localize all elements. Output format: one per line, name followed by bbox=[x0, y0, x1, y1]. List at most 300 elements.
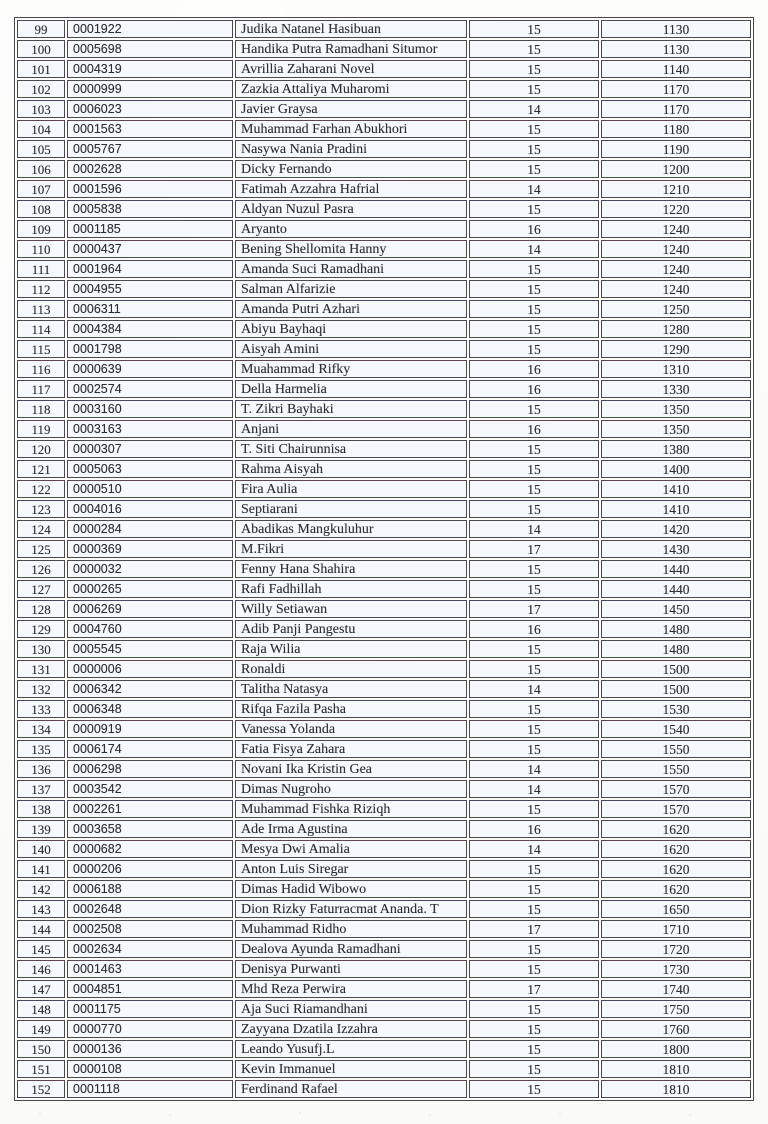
table-row bbox=[17, 660, 751, 678]
row-number-cell: 133 bbox=[17, 700, 65, 718]
row-number-cell: 135 bbox=[17, 740, 65, 758]
table-row bbox=[17, 540, 751, 558]
name-cell: Aja Suci Riamandhani bbox=[235, 1000, 467, 1018]
table-row bbox=[17, 280, 751, 298]
table-row bbox=[17, 820, 751, 838]
student-id-cell: 0004016 bbox=[67, 500, 233, 518]
value-cell: 1740 bbox=[601, 980, 751, 998]
score-cell: 17 bbox=[469, 980, 599, 998]
score-cell: 15 bbox=[469, 340, 599, 358]
student-id-cell: 0000639 bbox=[67, 360, 233, 378]
name-cell: Dealova Ayunda Ramadhani bbox=[235, 940, 467, 958]
table-row bbox=[17, 60, 751, 78]
row-number-cell: 118 bbox=[17, 400, 65, 418]
score-cell: 15 bbox=[469, 480, 599, 498]
row-number-cell: 138 bbox=[17, 800, 65, 818]
score-cell: 15 bbox=[469, 140, 599, 158]
table-row bbox=[17, 580, 751, 598]
table-row bbox=[17, 140, 751, 158]
row-number-cell: 122 bbox=[17, 480, 65, 498]
row-number-cell: 149 bbox=[17, 1020, 65, 1038]
name-cell: Della Harmelia bbox=[235, 380, 467, 398]
student-id-cell: 0005063 bbox=[67, 460, 233, 478]
student-id-cell: 0003658 bbox=[67, 820, 233, 838]
table-row bbox=[17, 480, 751, 498]
name-cell: Rafi Fadhillah bbox=[235, 580, 467, 598]
table-row bbox=[17, 20, 751, 38]
score-cell: 14 bbox=[469, 100, 599, 118]
name-cell: M.Fikri bbox=[235, 540, 467, 558]
score-cell: 16 bbox=[469, 220, 599, 238]
name-cell: Aisyah Amini bbox=[235, 340, 467, 358]
score-cell: 15 bbox=[469, 720, 599, 738]
student-id-cell: 0005698 bbox=[67, 40, 233, 58]
table-row bbox=[17, 620, 751, 638]
student-id-cell: 0000307 bbox=[67, 440, 233, 458]
row-number-cell: 108 bbox=[17, 200, 65, 218]
scan-artifacts bbox=[0, 1108, 768, 1120]
score-cell: 15 bbox=[469, 860, 599, 878]
row-number-cell: 145 bbox=[17, 940, 65, 958]
row-number-cell: 119 bbox=[17, 420, 65, 438]
name-cell: Leando Yusufj.L bbox=[235, 1040, 467, 1058]
name-cell: Nasywa Nania Pradini bbox=[235, 140, 467, 158]
table-row bbox=[17, 1060, 751, 1078]
student-id-cell: 0001798 bbox=[67, 340, 233, 358]
row-number-cell: 107 bbox=[17, 180, 65, 198]
name-cell: Ade Irma Agustina bbox=[235, 820, 467, 838]
value-cell: 1410 bbox=[601, 480, 751, 498]
student-id-cell: 0006342 bbox=[67, 680, 233, 698]
value-cell: 1800 bbox=[601, 1040, 751, 1058]
value-cell: 1410 bbox=[601, 500, 751, 518]
score-cell: 14 bbox=[469, 680, 599, 698]
score-cell: 15 bbox=[469, 880, 599, 898]
row-number-cell: 117 bbox=[17, 380, 65, 398]
row-number-cell: 102 bbox=[17, 80, 65, 98]
table-row bbox=[17, 360, 751, 378]
name-cell: Dicky Fernando bbox=[235, 160, 467, 178]
table-row bbox=[17, 100, 751, 118]
value-cell: 1250 bbox=[601, 300, 751, 318]
name-cell: Zayyana Dzatila Izzahra bbox=[235, 1020, 467, 1038]
score-cell: 15 bbox=[469, 120, 599, 138]
table-body bbox=[17, 20, 751, 1098]
student-id-cell: 0000206 bbox=[67, 860, 233, 878]
row-number-cell: 146 bbox=[17, 960, 65, 978]
row-number-cell: 151 bbox=[17, 1060, 65, 1078]
score-cell: 16 bbox=[469, 380, 599, 398]
score-cell: 15 bbox=[469, 1080, 599, 1098]
score-cell: 15 bbox=[469, 400, 599, 418]
row-number-cell: 137 bbox=[17, 780, 65, 798]
value-cell: 1200 bbox=[601, 160, 751, 178]
row-number-cell: 128 bbox=[17, 600, 65, 618]
table-row bbox=[17, 600, 751, 618]
score-cell: 15 bbox=[469, 700, 599, 718]
student-id-cell: 0006188 bbox=[67, 880, 233, 898]
value-cell: 1240 bbox=[601, 260, 751, 278]
row-number-cell: 114 bbox=[17, 320, 65, 338]
score-cell: 16 bbox=[469, 820, 599, 838]
student-id-cell: 0002574 bbox=[67, 380, 233, 398]
score-cell: 15 bbox=[469, 440, 599, 458]
student-id-cell: 0006298 bbox=[67, 760, 233, 778]
table-row bbox=[17, 760, 751, 778]
student-id-cell: 0001175 bbox=[67, 1000, 233, 1018]
name-cell: Willy Setiawan bbox=[235, 600, 467, 618]
student-id-cell: 0002508 bbox=[67, 920, 233, 938]
value-cell: 1130 bbox=[601, 20, 751, 38]
table-row bbox=[17, 1020, 751, 1038]
row-number-cell: 147 bbox=[17, 980, 65, 998]
value-cell: 1760 bbox=[601, 1020, 751, 1038]
table-row bbox=[17, 1040, 751, 1058]
student-id-cell: 0006311 bbox=[67, 300, 233, 318]
score-cell: 14 bbox=[469, 180, 599, 198]
value-cell: 1440 bbox=[601, 560, 751, 578]
name-cell: Fenny Hana Shahira bbox=[235, 560, 467, 578]
name-cell: Ferdinand Rafael bbox=[235, 1080, 467, 1098]
value-cell: 1730 bbox=[601, 960, 751, 978]
score-cell: 15 bbox=[469, 580, 599, 598]
value-cell: 1750 bbox=[601, 1000, 751, 1018]
row-number-cell: 127 bbox=[17, 580, 65, 598]
name-cell: Kevin Immanuel bbox=[235, 1060, 467, 1078]
name-cell: Muhammad Fishka Riziqh bbox=[235, 800, 467, 818]
name-cell: Septiarani bbox=[235, 500, 467, 518]
value-cell: 1190 bbox=[601, 140, 751, 158]
row-number-cell: 121 bbox=[17, 460, 65, 478]
value-cell: 1180 bbox=[601, 120, 751, 138]
value-cell: 1420 bbox=[601, 520, 751, 538]
student-id-cell: 0000032 bbox=[67, 560, 233, 578]
score-cell: 14 bbox=[469, 840, 599, 858]
score-cell: 15 bbox=[469, 320, 599, 338]
score-cell: 17 bbox=[469, 600, 599, 618]
value-cell: 1330 bbox=[601, 380, 751, 398]
row-number-cell: 101 bbox=[17, 60, 65, 78]
student-id-cell: 0002648 bbox=[67, 900, 233, 918]
student-id-cell: 0004384 bbox=[67, 320, 233, 338]
score-cell: 15 bbox=[469, 900, 599, 918]
student-id-cell: 0001185 bbox=[67, 220, 233, 238]
row-number-cell: 142 bbox=[17, 880, 65, 898]
row-number-cell: 111 bbox=[17, 260, 65, 278]
student-id-cell: 0004955 bbox=[67, 280, 233, 298]
score-cell: 15 bbox=[469, 960, 599, 978]
row-number-cell: 144 bbox=[17, 920, 65, 938]
value-cell: 1400 bbox=[601, 460, 751, 478]
name-cell: Muhammad Ridho bbox=[235, 920, 467, 938]
name-cell: T. Zikri Bayhaki bbox=[235, 400, 467, 418]
table-row bbox=[17, 960, 751, 978]
name-cell: Ronaldi bbox=[235, 660, 467, 678]
name-cell: Fatia Fisya Zahara bbox=[235, 740, 467, 758]
value-cell: 1290 bbox=[601, 340, 751, 358]
value-cell: 1620 bbox=[601, 880, 751, 898]
student-id-cell: 0006348 bbox=[67, 700, 233, 718]
student-id-cell: 0001118 bbox=[67, 1080, 233, 1098]
name-cell: Avrillia Zaharani Novel bbox=[235, 60, 467, 78]
table-row bbox=[17, 220, 751, 238]
table-row bbox=[17, 320, 751, 338]
score-cell: 15 bbox=[469, 60, 599, 78]
student-id-cell: 0006174 bbox=[67, 740, 233, 758]
table-row bbox=[17, 740, 751, 758]
student-score-table bbox=[14, 17, 754, 1101]
value-cell: 1240 bbox=[601, 220, 751, 238]
score-cell: 15 bbox=[469, 460, 599, 478]
name-cell: Mesya Dwi Amalia bbox=[235, 840, 467, 858]
student-id-cell: 0002628 bbox=[67, 160, 233, 178]
student-id-cell: 0004319 bbox=[67, 60, 233, 78]
row-number-cell: 141 bbox=[17, 860, 65, 878]
table-row bbox=[17, 260, 751, 278]
row-number-cell: 120 bbox=[17, 440, 65, 458]
name-cell: Handika Putra Ramadhani Situmor bbox=[235, 40, 467, 58]
value-cell: 1500 bbox=[601, 660, 751, 678]
name-cell: Muahammad Rifky bbox=[235, 360, 467, 378]
student-id-cell: 0002634 bbox=[67, 940, 233, 958]
name-cell: Dimas Hadid Wibowo bbox=[235, 880, 467, 898]
table-row bbox=[17, 420, 751, 438]
name-cell: Anton Luis Siregar bbox=[235, 860, 467, 878]
student-id-cell: 0000919 bbox=[67, 720, 233, 738]
name-cell: Mhd Reza Perwira bbox=[235, 980, 467, 998]
score-cell: 15 bbox=[469, 1020, 599, 1038]
row-number-cell: 152 bbox=[17, 1080, 65, 1098]
name-cell: Abadikas Mangkuluhur bbox=[235, 520, 467, 538]
student-id-cell: 0001922 bbox=[67, 20, 233, 38]
table-row bbox=[17, 640, 751, 658]
student-id-cell: 0002261 bbox=[67, 800, 233, 818]
score-cell: 14 bbox=[469, 760, 599, 778]
row-number-cell: 132 bbox=[17, 680, 65, 698]
row-number-cell: 143 bbox=[17, 900, 65, 918]
value-cell: 1500 bbox=[601, 680, 751, 698]
name-cell: Abiyu Bayhaqi bbox=[235, 320, 467, 338]
table-row bbox=[17, 200, 751, 218]
row-number-cell: 148 bbox=[17, 1000, 65, 1018]
table-row bbox=[17, 440, 751, 458]
value-cell: 1550 bbox=[601, 740, 751, 758]
row-number-cell: 139 bbox=[17, 820, 65, 838]
name-cell: Dimas Nugroho bbox=[235, 780, 467, 798]
value-cell: 1540 bbox=[601, 720, 751, 738]
student-id-cell: 0001596 bbox=[67, 180, 233, 198]
student-id-cell: 0005838 bbox=[67, 200, 233, 218]
value-cell: 1710 bbox=[601, 920, 751, 938]
score-cell: 15 bbox=[469, 300, 599, 318]
value-cell: 1480 bbox=[601, 640, 751, 658]
score-cell: 15 bbox=[469, 280, 599, 298]
name-cell: Vanessa Yolanda bbox=[235, 720, 467, 738]
row-number-cell: 140 bbox=[17, 840, 65, 858]
table-row bbox=[17, 240, 751, 258]
value-cell: 1430 bbox=[601, 540, 751, 558]
table-row bbox=[17, 840, 751, 858]
table-row bbox=[17, 560, 751, 578]
row-number-cell: 131 bbox=[17, 660, 65, 678]
table-row bbox=[17, 980, 751, 998]
student-id-cell: 0000770 bbox=[67, 1020, 233, 1038]
student-id-cell: 0003542 bbox=[67, 780, 233, 798]
score-cell: 14 bbox=[469, 520, 599, 538]
value-cell: 1570 bbox=[601, 800, 751, 818]
value-cell: 1810 bbox=[601, 1080, 751, 1098]
name-cell: Salman Alfarizie bbox=[235, 280, 467, 298]
score-cell: 14 bbox=[469, 240, 599, 258]
student-id-cell: 0000006 bbox=[67, 660, 233, 678]
value-cell: 1220 bbox=[601, 200, 751, 218]
table-row bbox=[17, 500, 751, 518]
value-cell: 1130 bbox=[601, 40, 751, 58]
score-cell: 15 bbox=[469, 660, 599, 678]
row-number-cell: 125 bbox=[17, 540, 65, 558]
student-id-cell: 0006269 bbox=[67, 600, 233, 618]
value-cell: 1280 bbox=[601, 320, 751, 338]
score-cell: 15 bbox=[469, 1060, 599, 1078]
name-cell: Bening Shellomita Hanny bbox=[235, 240, 467, 258]
table-row bbox=[17, 300, 751, 318]
table-row bbox=[17, 340, 751, 358]
score-cell: 15 bbox=[469, 560, 599, 578]
student-id-cell: 0001964 bbox=[67, 260, 233, 278]
student-id-cell: 0004851 bbox=[67, 980, 233, 998]
score-cell: 17 bbox=[469, 920, 599, 938]
name-cell: Muhammad Farhan Abukhori bbox=[235, 120, 467, 138]
score-cell: 15 bbox=[469, 1000, 599, 1018]
table-row bbox=[17, 920, 751, 938]
row-number-cell: 129 bbox=[17, 620, 65, 638]
score-cell: 16 bbox=[469, 360, 599, 378]
score-cell: 15 bbox=[469, 940, 599, 958]
score-cell: 15 bbox=[469, 40, 599, 58]
student-id-cell: 0000136 bbox=[67, 1040, 233, 1058]
value-cell: 1170 bbox=[601, 80, 751, 98]
row-number-cell: 100 bbox=[17, 40, 65, 58]
value-cell: 1350 bbox=[601, 400, 751, 418]
table-row bbox=[17, 520, 751, 538]
score-cell: 15 bbox=[469, 1040, 599, 1058]
value-cell: 1310 bbox=[601, 360, 751, 378]
value-cell: 1140 bbox=[601, 60, 751, 78]
value-cell: 1550 bbox=[601, 760, 751, 778]
student-id-cell: 0000369 bbox=[67, 540, 233, 558]
table-row bbox=[17, 1000, 751, 1018]
name-cell: Rahma Aisyah bbox=[235, 460, 467, 478]
table-row bbox=[17, 400, 751, 418]
score-cell: 15 bbox=[469, 740, 599, 758]
value-cell: 1650 bbox=[601, 900, 751, 918]
table-row bbox=[17, 460, 751, 478]
student-id-cell: 0000999 bbox=[67, 80, 233, 98]
value-cell: 1480 bbox=[601, 620, 751, 638]
score-cell: 15 bbox=[469, 160, 599, 178]
row-number-cell: 103 bbox=[17, 100, 65, 118]
table-row bbox=[17, 880, 751, 898]
score-cell: 17 bbox=[469, 540, 599, 558]
value-cell: 1440 bbox=[601, 580, 751, 598]
student-id-cell: 0000510 bbox=[67, 480, 233, 498]
name-cell: Judika Natanel Hasibuan bbox=[235, 20, 467, 38]
value-cell: 1450 bbox=[601, 600, 751, 618]
name-cell: T. Siti Chairunnisa bbox=[235, 440, 467, 458]
table-row bbox=[17, 940, 751, 958]
table-row bbox=[17, 40, 751, 58]
name-cell: Rifqa Fazila Pasha bbox=[235, 700, 467, 718]
row-number-cell: 112 bbox=[17, 280, 65, 298]
value-cell: 1170 bbox=[601, 100, 751, 118]
value-cell: 1240 bbox=[601, 240, 751, 258]
value-cell: 1620 bbox=[601, 820, 751, 838]
table-row bbox=[17, 900, 751, 918]
row-number-cell: 150 bbox=[17, 1040, 65, 1058]
value-cell: 1350 bbox=[601, 420, 751, 438]
row-number-cell: 99 bbox=[17, 20, 65, 38]
name-cell: Raja Wilia bbox=[235, 640, 467, 658]
score-cell: 15 bbox=[469, 800, 599, 818]
score-cell: 15 bbox=[469, 200, 599, 218]
name-cell: Fira Aulia bbox=[235, 480, 467, 498]
student-id-cell: 0000284 bbox=[67, 520, 233, 538]
score-cell: 15 bbox=[469, 260, 599, 278]
student-id-cell: 0000437 bbox=[67, 240, 233, 258]
value-cell: 1570 bbox=[601, 780, 751, 798]
student-id-cell: 0005545 bbox=[67, 640, 233, 658]
name-cell: Novani Ika Kristin Gea bbox=[235, 760, 467, 778]
row-number-cell: 113 bbox=[17, 300, 65, 318]
table-row bbox=[17, 700, 751, 718]
table-row bbox=[17, 80, 751, 98]
name-cell: Denisya Purwanti bbox=[235, 960, 467, 978]
row-number-cell: 115 bbox=[17, 340, 65, 358]
score-cell: 15 bbox=[469, 80, 599, 98]
row-number-cell: 136 bbox=[17, 760, 65, 778]
table-row bbox=[17, 160, 751, 178]
table-row bbox=[17, 860, 751, 878]
score-cell: 15 bbox=[469, 20, 599, 38]
row-number-cell: 110 bbox=[17, 240, 65, 258]
score-cell: 14 bbox=[469, 780, 599, 798]
row-number-cell: 106 bbox=[17, 160, 65, 178]
name-cell: Aldyan Nuzul Pasra bbox=[235, 200, 467, 218]
table-row bbox=[17, 120, 751, 138]
value-cell: 1620 bbox=[601, 860, 751, 878]
name-cell: Javier Graysa bbox=[235, 100, 467, 118]
name-cell: Amanda Suci Ramadhani bbox=[235, 260, 467, 278]
name-cell: Fatimah Azzahra Hafrial bbox=[235, 180, 467, 198]
value-cell: 1810 bbox=[601, 1060, 751, 1078]
name-cell: Amanda Putri Azhari bbox=[235, 300, 467, 318]
score-cell: 15 bbox=[469, 500, 599, 518]
value-cell: 1530 bbox=[601, 700, 751, 718]
table-row bbox=[17, 180, 751, 198]
student-id-cell: 0005767 bbox=[67, 140, 233, 158]
row-number-cell: 109 bbox=[17, 220, 65, 238]
value-cell: 1240 bbox=[601, 280, 751, 298]
value-cell: 1380 bbox=[601, 440, 751, 458]
student-id-cell: 0000108 bbox=[67, 1060, 233, 1078]
score-cell: 15 bbox=[469, 640, 599, 658]
row-number-cell: 134 bbox=[17, 720, 65, 738]
name-cell: Dion Rizky Faturracmat Ananda. T bbox=[235, 900, 467, 918]
student-id-cell: 0006023 bbox=[67, 100, 233, 118]
row-number-cell: 105 bbox=[17, 140, 65, 158]
value-cell: 1620 bbox=[601, 840, 751, 858]
name-cell: Zazkia Attaliya Muharomi bbox=[235, 80, 467, 98]
